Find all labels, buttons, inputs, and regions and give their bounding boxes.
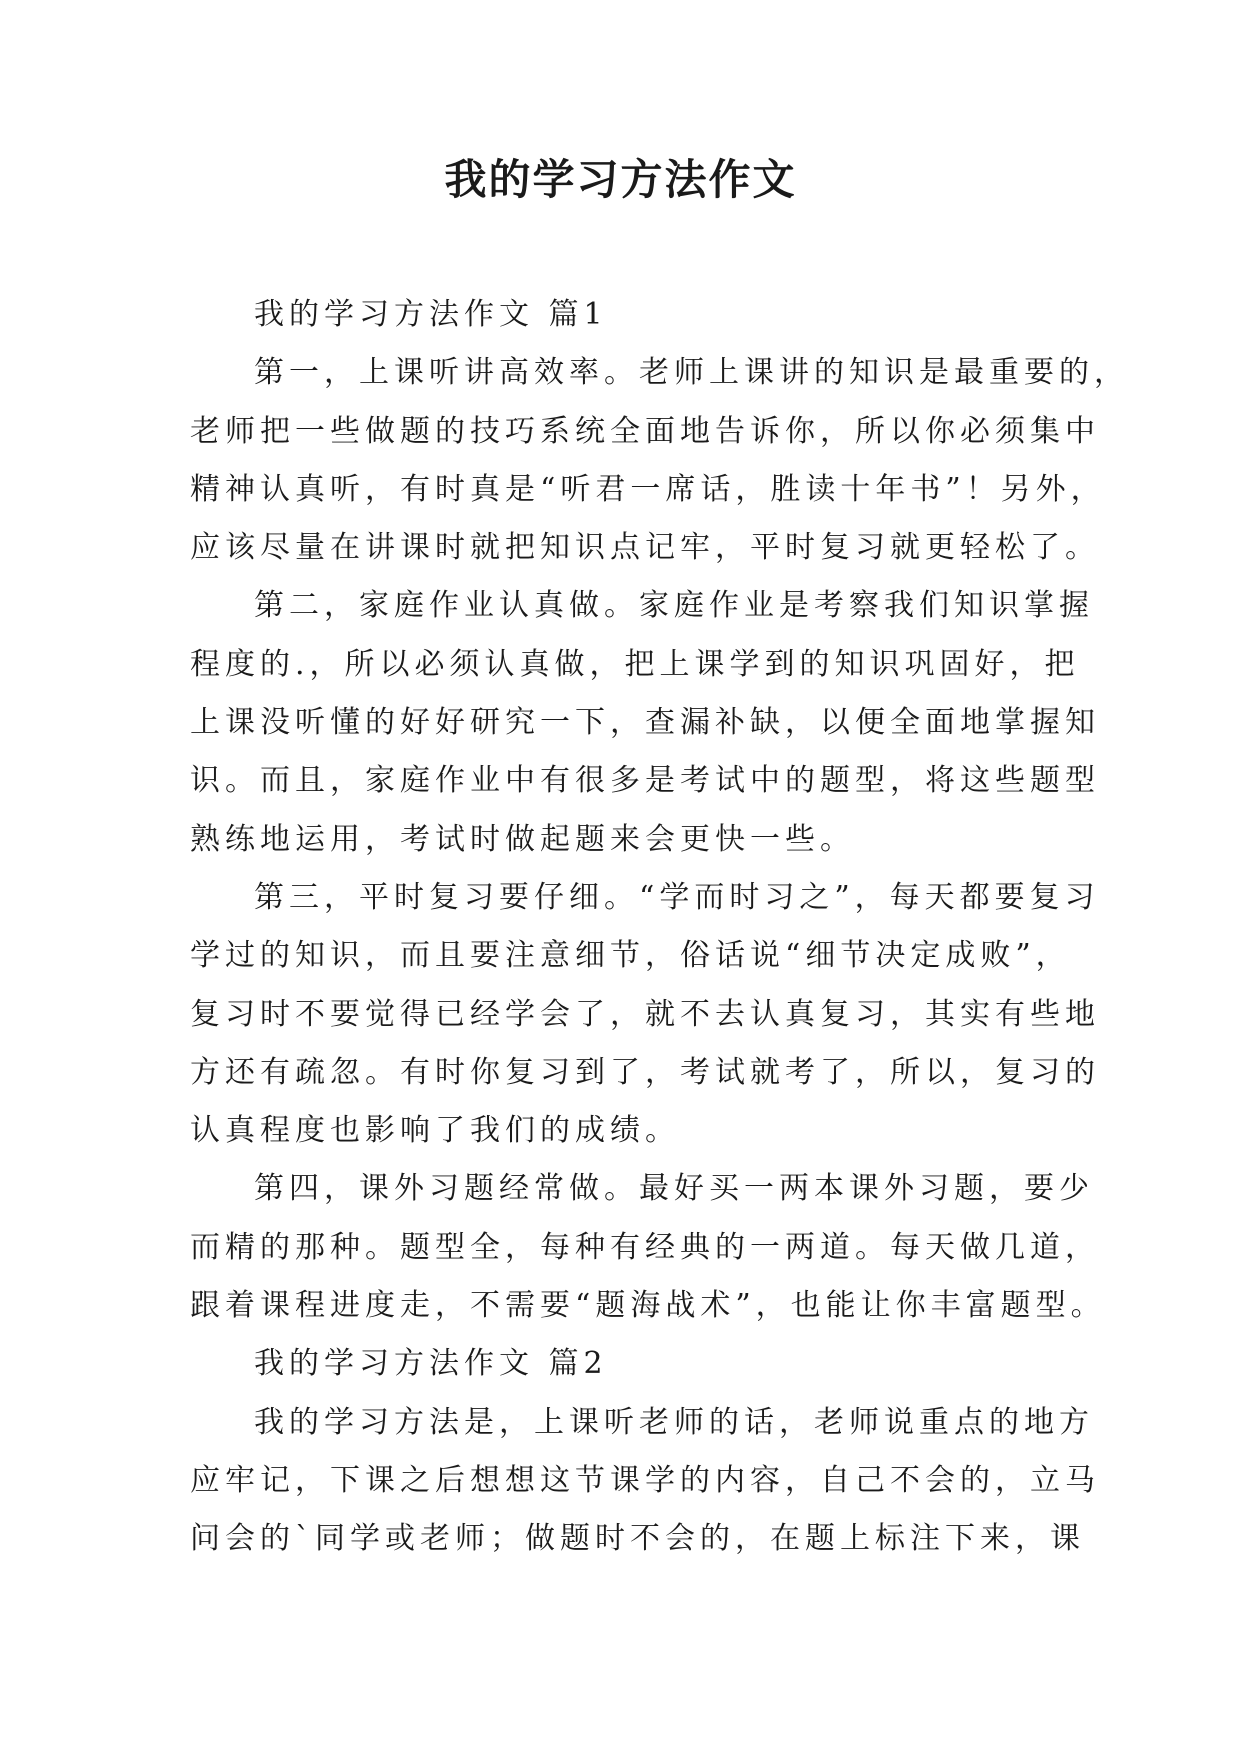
paragraph-line: 我的学习方法是，上课听老师的话，老师说重点的地方 (254, 1404, 1094, 1440)
paragraph-line: 认真程度也影响了我们的成绩。 (190, 1113, 680, 1149)
document-body (190, 286, 1129, 1569)
paragraph-line: 跟着课程进度走，不需要“题海战术”，也能让你丰富题型。 (190, 1288, 1106, 1324)
paragraph-line: 复习时不要觉得已经学会了，就不去认真复习，其实有些地 (190, 996, 1100, 1032)
paragraph-line: 程度的.，所以必须认真做，把上课学到的知识巩固好，把 (190, 646, 1080, 682)
paragraph-line: 第四，课外习题经常做。最好买一两本课外习题，要少 (254, 1171, 1094, 1207)
paragraph-line: 而精的那种。题型全，每种有经典的一两道。每天做几道， (190, 1229, 1100, 1265)
paragraph-line: 识。而且，家庭作业中有很多是考试中的题型，将这些题型 (190, 763, 1100, 799)
section-heading-1: 我的学习方法作文 篇1 (254, 297, 608, 332)
paragraph-line: 熟练地运用，考试时做起题来会更快一些。 (190, 821, 855, 857)
paragraph-line: 第一，上课听讲高效率。老师上课讲的知识是最重要的， (254, 355, 1129, 391)
paragraph-line: 精神认真听，有时真是“听君一席话，胜读十年书”！另外， (190, 471, 1106, 507)
paragraph-line: 问会的`同学或老师；做题时不会的，在题上标注下来，课 (190, 1521, 1085, 1557)
document-title: 我的学习方法作文 (444, 155, 797, 204)
paragraph-line: 老师把一些做题的技巧系统全面地告诉你，所以你必须集中 (190, 413, 1100, 449)
paragraph-line: 上课没听懂的好好研究一下，查漏补缺，以便全面地掌握知 (190, 705, 1100, 741)
paragraph-line: 应该尽量在讲课时就把知识点记牢，平时复习就更轻松了。 (190, 530, 1100, 566)
paragraph-line: 应牢记，下课之后想想这节课学的内容，自己不会的，立马 (190, 1462, 1100, 1498)
paragraph-line: 第三，平时复习要仔细。“学而时习之”，每天都要复习 (254, 879, 1100, 915)
paragraph-line: 方还有疏忽。有时你复习到了，考试就考了，所以，复习的 (190, 1054, 1100, 1090)
paragraph-line: 第二，家庭作业认真做。家庭作业是考察我们知识掌握 (254, 588, 1094, 624)
section-heading-2: 我的学习方法作文 篇2 (254, 1346, 608, 1382)
paragraph-line: 学过的知识，而且要注意细节，俗话说“细节决定成败”， (190, 938, 1071, 974)
